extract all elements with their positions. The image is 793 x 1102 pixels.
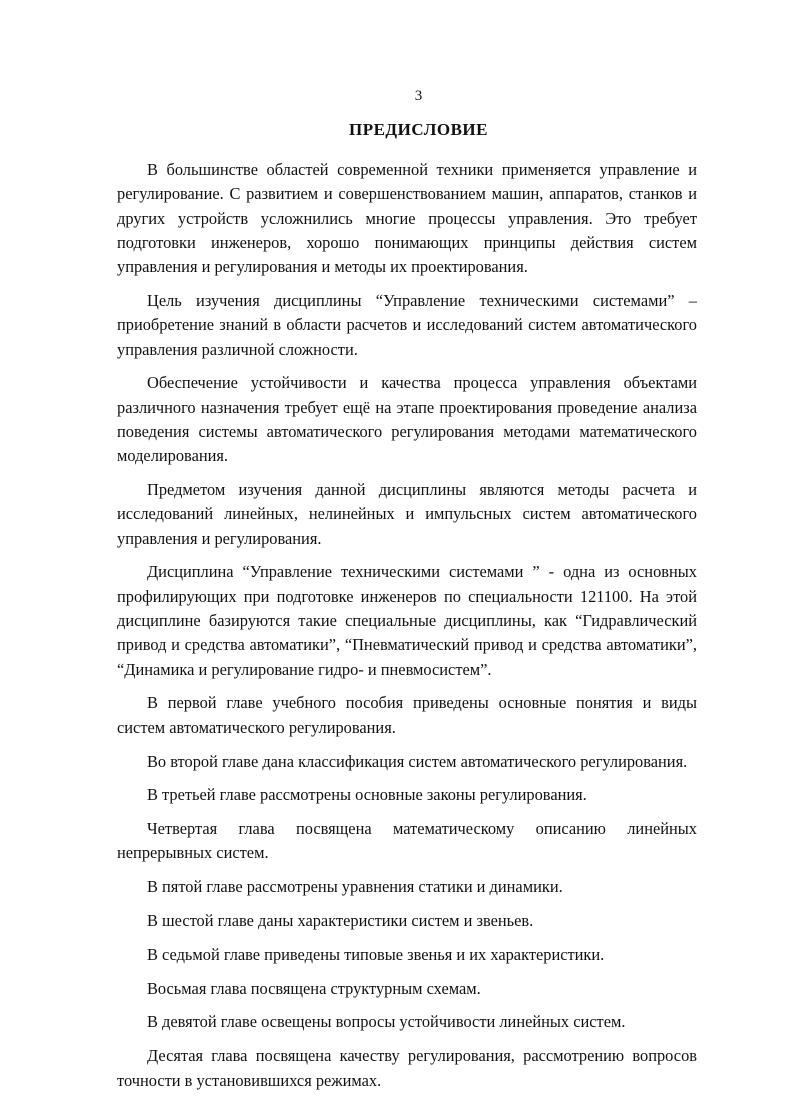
paragraph: В девятой главе освещены вопросы устойчивости линейных систем. [147, 1012, 626, 1032]
paragraph: В пятой главе рассмотрены уравнения статики и динамики. [147, 877, 563, 897]
page-title: ПРЕДИСЛОВИЕ [348, 120, 488, 139]
paragraph: Десятая глава посвящена качеству регулирования, рассмотрению вопросов точности в установившихся режимах. [117, 1046, 697, 1090]
paragraph: В седьмой главе приведены типовые звенья и их характеристики. [147, 944, 605, 964]
paragraph: В третьей главе рассмотрены основные законы регулирования. [147, 785, 587, 805]
paragraph: В большинстве областей современной техники применяется управление и регулирование. С развитием и совершенствованием машин, аппаратов, станков и других устройств усложнились многие процессы управления. Это требует подготовки инженеров, хорошо понимающих принципы действия систем управления и регулирования и методы их проектирования. [117, 160, 697, 277]
paragraph: Восьмая глава посвящена структурным схемам. [147, 978, 481, 998]
paragraph: В первой главе учебного пособия приведены основные понятия и виды систем автоматического регулирования. [117, 693, 697, 737]
paragraph: Предметом изучения данной дисциплины являются методы расчета и исследований линейных, нелинейных и импульсных систем автоматического управления и регулирования. [117, 480, 697, 548]
preface-body [117, 158, 697, 1102]
page-number: 3 [414, 88, 423, 104]
paragraph: В шестой главе даны характеристики систем и звеньев. [147, 911, 534, 931]
paragraph: Обеспечение устойчивости и качества процесса управления объектами различного назначения требует ещё на этапе проектирования проведение анализа поведения системы автоматического регулирования методами математического моделирования. [117, 373, 697, 466]
paragraph: Четвертая глава посвящена математическому описанию линейных непрерывных систем. [117, 819, 697, 863]
paragraph: Цель изучения дисциплины “Управление техническими системами” – приобретение знаний в области расчетов и исследований систем автоматического управления различной сложности. [117, 290, 697, 359]
paragraph: Во второй главе дана классификация систем автоматического регулирования. [147, 751, 688, 771]
paragraph: Дисциплина “Управление техническими системами ” - одна из основных профилирующих при подготовке инженеров по специальности 121100. На этой дисциплине базируются такие специальные дисциплины, как “Гидравлический привод и средства автоматики”, “Пневматический привод и средства автоматики”, “Динамика и регулирование гидро- и пневмосистем”. [117, 562, 697, 679]
